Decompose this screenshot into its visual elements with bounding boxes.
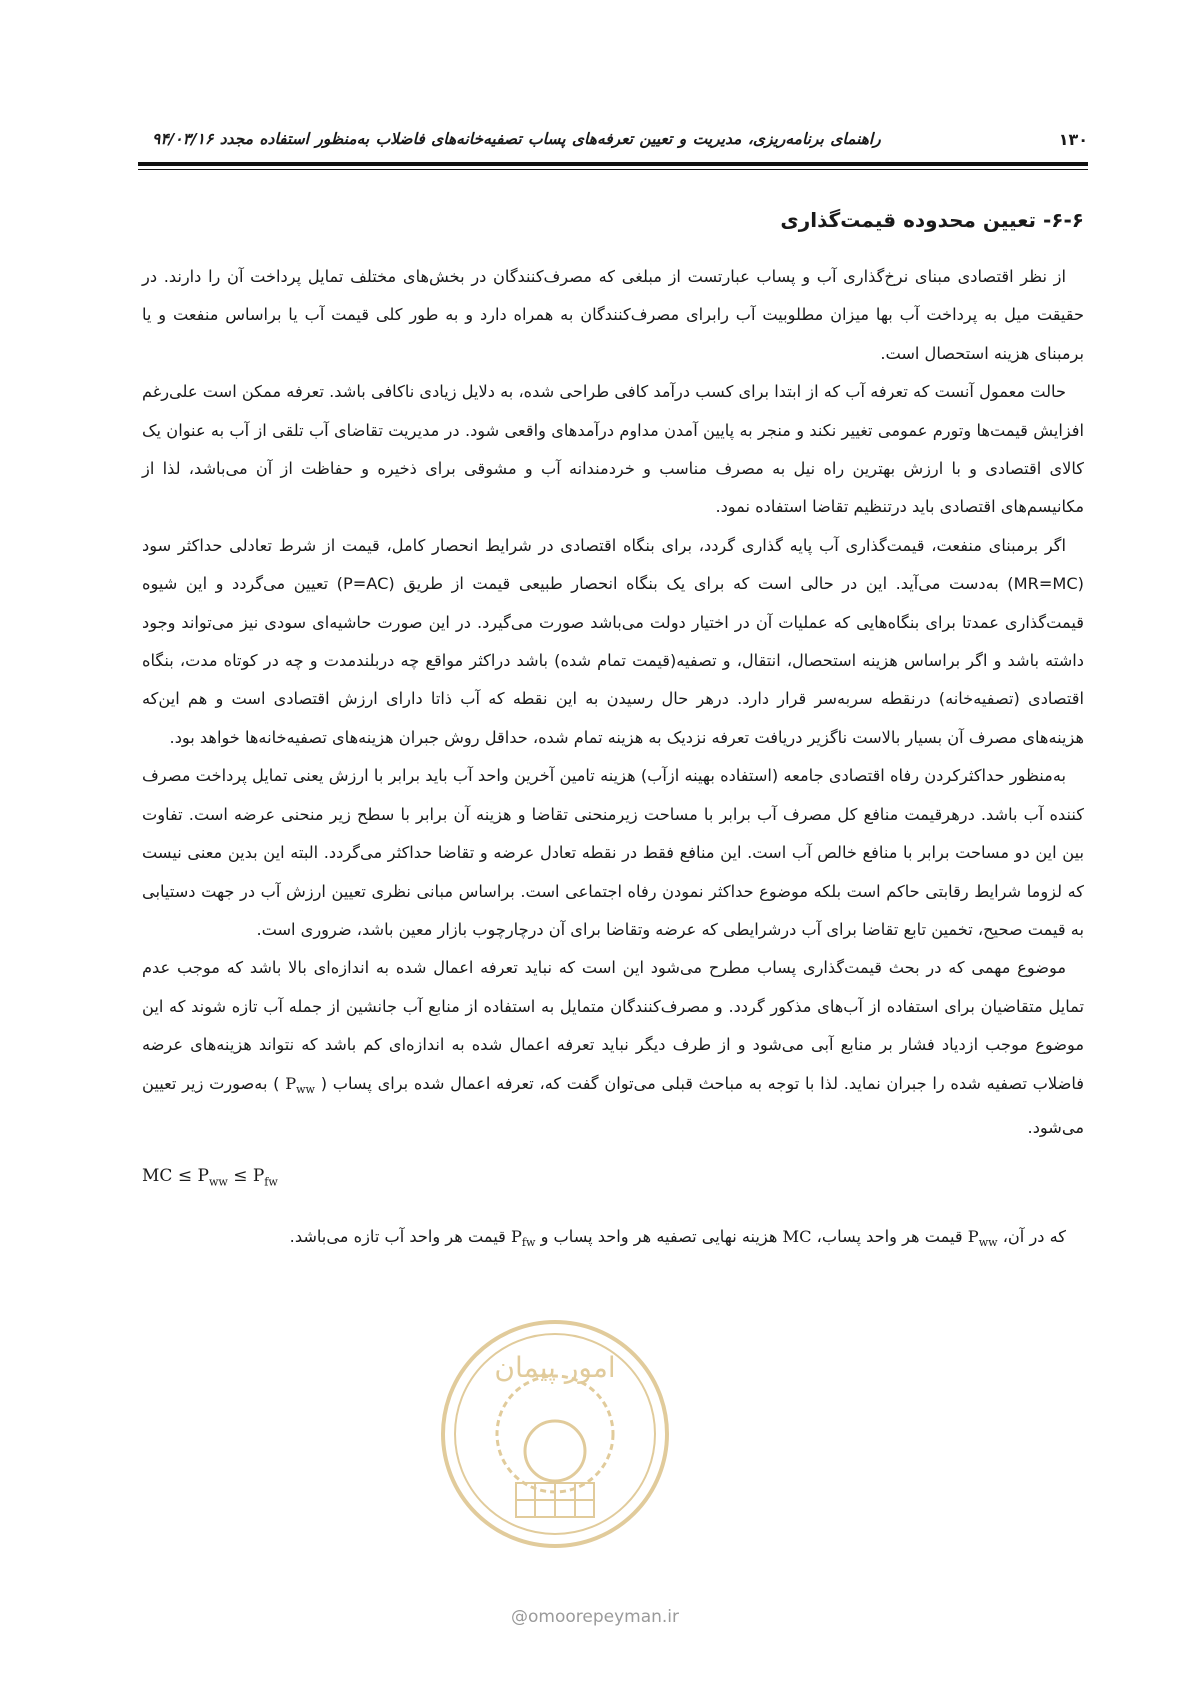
- paragraph-with-symbol: موضوع مهمی که در بحث قیمت‌گذاری پساب مطرح می‌شود این است که نباید تعرفه اعمال شده به اندازه‌ای بالا باشد که موجب عدم تمایل متقاضیان برای استفاده از آب‌های مذکور گردد. و مصرف‌کنندگان متمایل به استفاده از منابع آب جانشین از جمله آب تازه شوند که این موضوع موجب ازدیاد فشار بر منابع آبی می‌شود و از طرف دیگر نباید تعرفه اعمال شده به اندازه‌ای کم باشد که نتواند هزینه‌های عرضه فاضلاب تصفیه شده را جبران نماید. لذا با توجه به مباحث قبلی می‌توان گفت که، تعرفه اعمال شده برای پساب ( $P_{ww}$ ) به‌صورت زیر تعیین می‌شود.: [142, 958, 1084, 1138]
- page-header: [138, 126, 1088, 160]
- watermark-site: @omoorepeyman.ir: [510, 1607, 680, 1627]
- seal-text: امور پیمان: [494, 1351, 616, 1384]
- symbol-p-fw: $P_{fw}$: [511, 1227, 536, 1250]
- symbol-mc: MC: [782, 1227, 812, 1247]
- watermark-seal-icon: [436, 1315, 674, 1553]
- symbol-p-ww: $P_{ww}$: [285, 1073, 315, 1096]
- page-number: ۱۳۰: [1058, 130, 1088, 149]
- page-content: [142, 200, 1084, 1279]
- paragraph: به‌منظور حداکثرکردن رفاه اقتصادی جامعه (استفاده بهینه ازآب) هزینه تامین آخرین واحد آب باید برابر با ارزش یعنی تمایل پرداخت مصرف کننده آب باشد. درهرقیمت منافع کل مصرف آب برابر با مساحت زیرمنحنی تقاضا و هزینه آن برابر با سطح زیر منحنی عرضه است. تفاوت بین این دو مساحت برابر با منافع خالص آب است. این منافع فقط در نقطه تعادل عرضه و تقاضا حداکثر می‌گردد. البته این بدین معنی نیست که لزوما شرایط رقابتی حاکم است بلکه موضوع حداکثر نمودن رفاه اجتماعی است. براساس مبانی نظری تعیین ارزش آب در جهت دستیابی به قیمت صحیح، تخمین تابع تقاضا برای آب درشرایطی که عرضه وتقاضا برای آن درچارچوب بازار معین باشد، ضروری است.: [142, 766, 1084, 939]
- header-rule-thin: [138, 169, 1088, 170]
- running-title-text: راهنمای برنامه‌ریزی، مدیریت و تعیین تعرفه‌های پساب تصفیه‌خانه‌های فاضلاب به‌منظور استفاده مجدد: [219, 130, 881, 148]
- paragraph: حالت معمول آنست که تعرفه آب که از ابتدا برای کسب درآمد کافی طراحی شده، به دلایل زیادی ناکافی باشد. تعرفه ممکن است علی‌رغم افزایش قیمت‌ها وتورم عمومی تغییر نکند و منجر به پایین آمدن مداوم درآمدهای واقعی شود. در مدیریت تقاضای آب تلقی از آب به عنوان یک کالای اقتصادی و با ارزش بهترین راه نیل به مصرف مناسب و خردمندانه آب و مشوقی برای ذخیره و حفاظت از آن می‌باشد، لذا از مکانیسم‌های اقتصادی باید درتنظیم تقاضا استفاده نمود.: [142, 382, 1084, 517]
- inequality-formula: MC ≤ $P_{ww} \le P_{fw}$: [142, 1165, 278, 1188]
- paragraph-text: موضوع مهمی که در بحث قیمت‌گذاری پساب مطرح می‌شود این است که نباید تعرفه اعمال شده به اندازه‌ای بالا باشد که موجب عدم تمایل متقاضیان برای استفاده از آب‌های مذکور گردد. و مصرف‌کنندگان متمایل به استفاده از منابع آب جانشین از جمله آب تازه شوند که این موضوع موجب ازدیاد فشار بر منابع آبی می‌شود و از طرف دیگر نباید تعرفه اعمال شده به اندازه‌ای کم باشد که نتواند هزینه‌های عرضه فاضلاب تصفیه شده را جبران نماید. لذا با توجه به مباحث قبلی می‌توان گفت که، تعرفه اعمال شده برای پساب: [142, 958, 1084, 1093]
- running-title: [138, 130, 881, 148]
- paragraph: از نظر اقتصادی مبنای نرخ‌گذاری آب و پساب عبارتست از مبلغی که مصرف‌کنندگان در بخش‌های مختلف تمایل پرداخت آن را دارند. در حقیقت میل به پرداخت آب بها میزان مطلوبیت آب رابرای مصرف‌کنندگان به همراه دارد و به طور کلی قیمت آب یا براساس منفعت و یا برمبنای هزینه استحصال است.: [142, 267, 1084, 363]
- paragraph-tail: به‌صورت زیر تعیین می‌شود.: [142, 1073, 1084, 1138]
- section-heading: ۶-۶- تعیین محدوده قیمت‌گذاری: [780, 208, 1084, 232]
- paragraph: اگر برمبنای منفعت، قیمت‌گذاری آب پایه گذاری گردد، برای بنگاه اقتصادی در شرایط انحصار کامل، قیمت از شرط تعادلی حداکثر سود (MR=MC) به‌دست می‌آید. این در حالی است که برای یک بنگاه انحصار طبیعی قیمت از طریق (P=AC) تعیین می‌گردد و این شیوه قیمت‌گذاری عمدتا برای بنگاه‌هایی که عملیات آن در اختیار دولت می‌باشد صورت می‌گیرد. در این صورت حاشیه‌ای سودی نیز می‌تواند وجود داشته باشد و اگر براساس هزینه استحصال، انتقال، و تصفیه(قیمت تمام شده) باشد دراکثر مواقع چه دربلندمدت و چه در کوتاه مدت، بنگاه اقتصادی (تصفیه‌خانه) درنقطه سربه‌سر قرار دارد. درهر حال رسیدن به این نقطه که آب ذاتا دارای ارزش اقتصادی است و هم این‌که هزینه‌های مصرف آن بسیار بالاست ناگزیر دریافت تعرفه نزدیک به هزینه تمام شده، حداقل روش جبران هزینه‌های تصفیه‌خانه‌ها خواهد بود.: [142, 535, 1084, 747]
- header-rule-thick: [138, 162, 1088, 166]
- header-date: ۹۴/۰۳/۱۶: [152, 130, 214, 148]
- symbol-p-ww: $P_{ww}$: [967, 1227, 998, 1250]
- definitions-line: که در آن، $P_{ww}$ قیمت هر واحد پساب، MC هزینه نهایی تصفیه هر واحد پساب و $P_{fw}$ قیمت هر واحد آب تازه می‌باشد.: [289, 1227, 1066, 1250]
